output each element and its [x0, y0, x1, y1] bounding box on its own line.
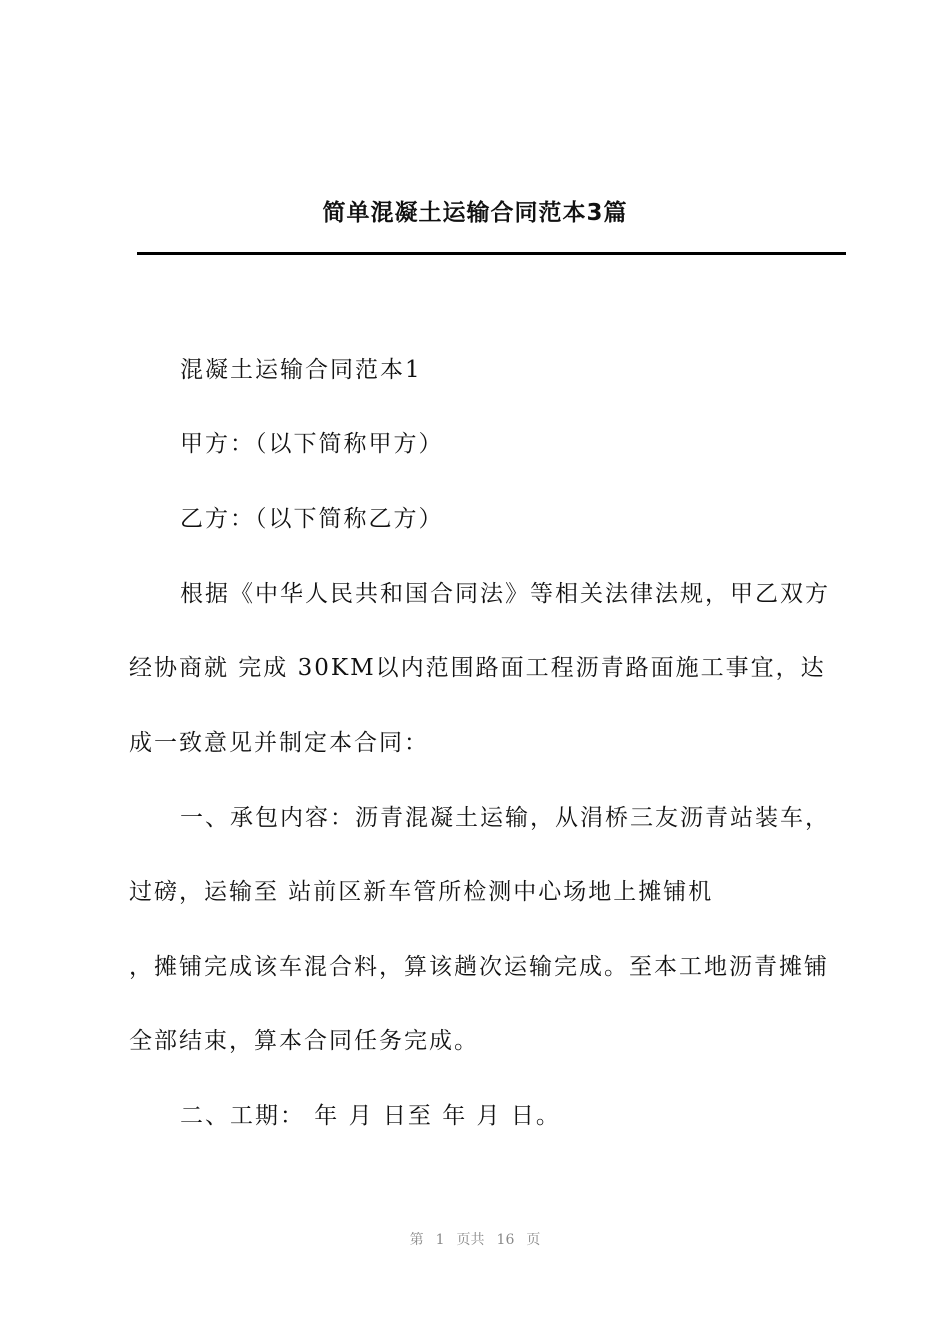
paragraph-line: ，摊铺完成该车混合料，算该趟次运输完成。至本工地沥青摊铺: [129, 954, 829, 980]
current-page-number: 1: [435, 1232, 445, 1248]
page-label-mid: 页共: [456, 1232, 485, 1248]
total-pages-number: 16: [496, 1232, 515, 1248]
paragraph-line: 成一致意见并制定本合同：: [129, 730, 429, 756]
paragraph-line: 过磅，运输至 站前区新车管所检测中心场地上摊铺机: [129, 879, 714, 905]
paragraph-line: 根据《中华人民共和国合同法》等相关法律法规，甲乙双方: [180, 581, 830, 607]
paragraph-line: 经协商就 完成 30KM以内范围路面工程沥青路面施工事宜，达: [129, 655, 826, 681]
page-footer: [0, 1229, 950, 1249]
paragraph-line: 一、承包内容：沥青混凝土运输，从涓桥三友沥青站装车，: [180, 805, 830, 831]
party-b-line: 乙方：（以下简称乙方）: [180, 506, 444, 532]
page-label-prefix: 第: [409, 1232, 424, 1248]
party-a-line: 甲方：（以下简称甲方）: [180, 431, 444, 457]
section-heading: 混凝土运输合同范本1: [180, 357, 422, 383]
page-label-suffix: 页: [526, 1232, 541, 1248]
paragraph-line: 全部结束，算本合同任务完成。: [129, 1028, 479, 1054]
document-title: 简单混凝土运输合同范本3篇: [322, 200, 628, 226]
title-underline: [137, 252, 846, 255]
paragraph-line: 二、工期： 年 月 日至 年 月 日。: [180, 1103, 561, 1129]
